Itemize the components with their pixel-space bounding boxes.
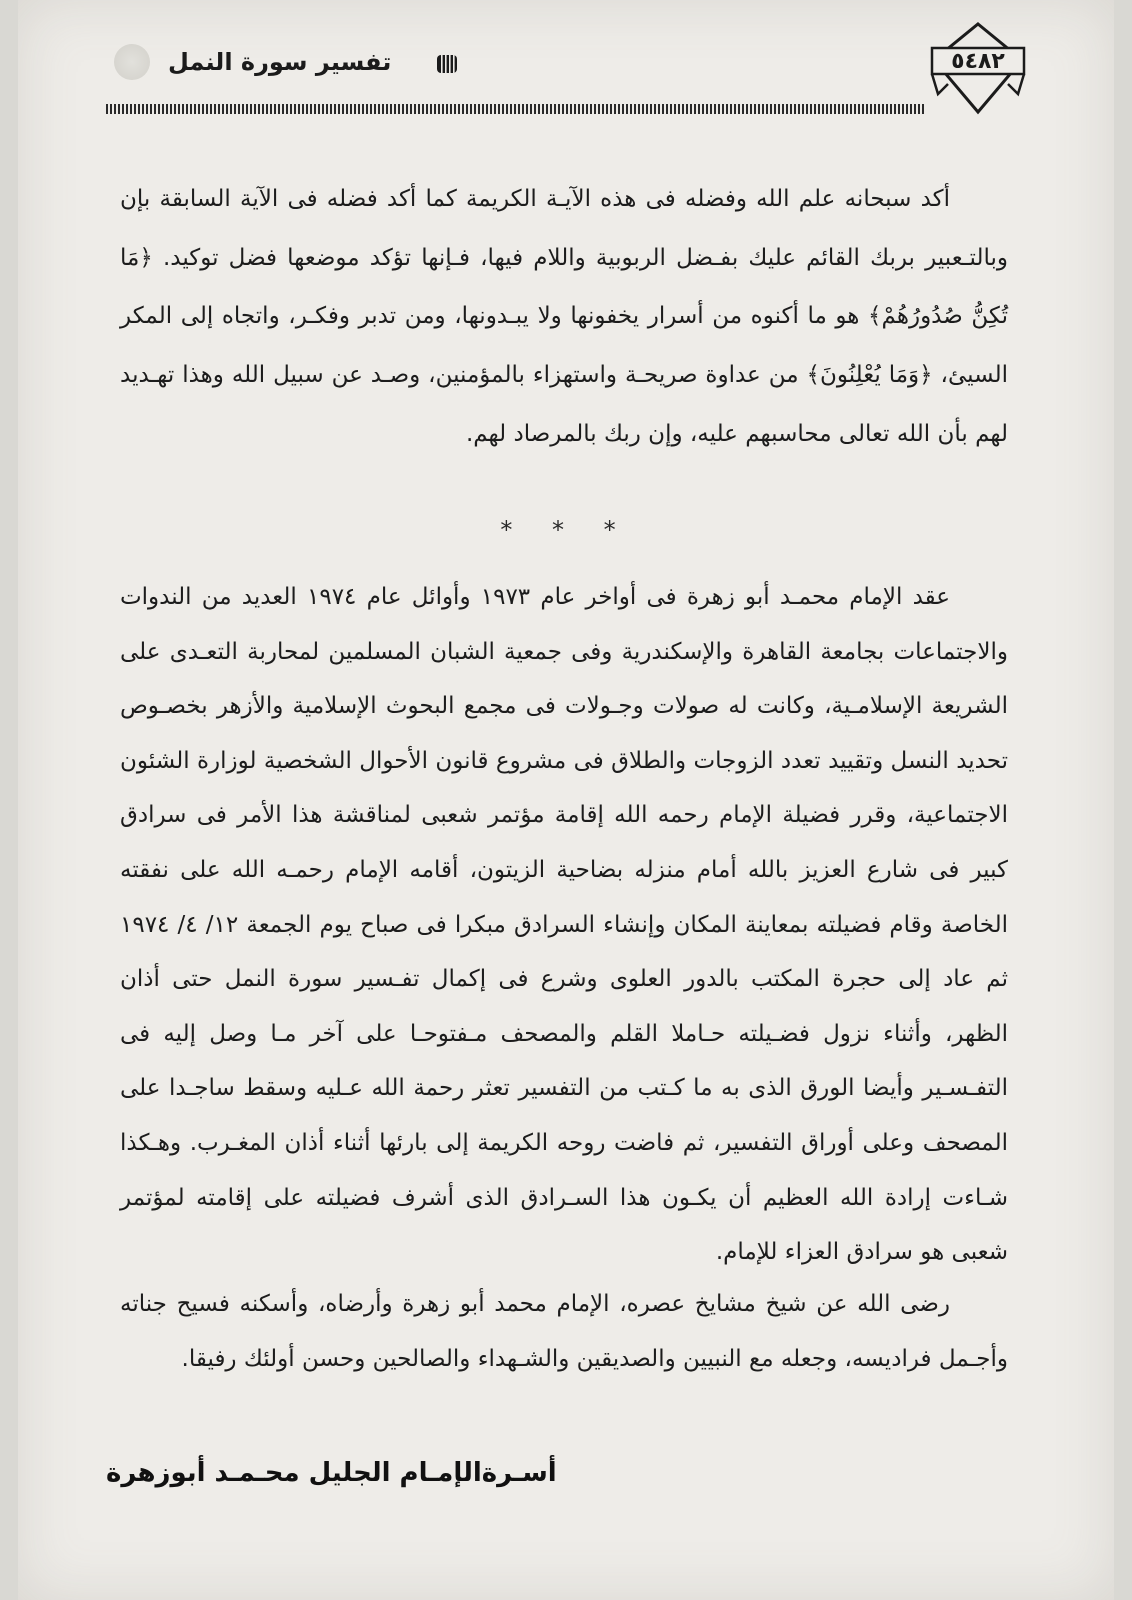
- paragraph-1: [120, 170, 1008, 464]
- section-separator: * * *: [500, 516, 632, 544]
- paragraph-1-text: أكد سبحانه علم الله وفضله فى هذه الآيـة الكريمة كما أكد فضله فى الآية السابقة بإن وبالتـعبير بربك القائم عليك بفـضل الربوبية واللام فيها، فـإنها تؤكد موضعها فضل توكيد. ﴿مَا تُكِنُّ صُدُورُهُمْ﴾ هو ما أكنوه من أسرار يخفونها ولا يبـدونها، ومن تدبر وفكـر، واتجاه إلى المكر السيئ، ﴿وَمَا يُعْلِنُونَ﴾ من عداوة صريحـة واستهزاء بالمؤمنين، وصـد عن سبيل الله وهذا تهـديد لهم بأن الله تعالى محاسبهم عليه، وإن ربك بالمرصاد لهم.: [120, 186, 1008, 447]
- paragraph-2: [120, 570, 1008, 1280]
- page-number: ٥٤٨٢: [951, 49, 1005, 74]
- family-signature: أسـرةالإمـام الجليل محـمـد أبوزهرة: [106, 1458, 557, 1488]
- book-page: [18, 0, 1114, 1600]
- ornament-icon: [436, 52, 458, 76]
- header-circle-mark: [114, 44, 150, 80]
- paragraph-2-text: عقد الإمام محمـد أبو زهرة فى أواخر عام ١٩٧٣ وأوائل عام ١٩٧٤ العديد من الندوات والاجتماعات بجامعة القاهرة والإسكندرية وفى جمعية الشبان المسلمين لمحاربة التعـدى على الشريعة الإسلامـية، وكانت له صولات وجـولات فى مجمع البحوث الإسلامية والأزهر بخصـوص تحديد النسل وتقييد تعدد الزوجات والطلاق فى مشروع قانون الأحوال الشخصية لوزارة الشئون الاجتماعية، وقرر فضيلة الإمام رحمه الله إقامة مؤتمر شعبى لمناقشة هذا الأمر فى سرادق كبير فى شارع العزيز بالله أمام منزله بضاحية الزيتون، أقامه الإمام رحمـه الله على نفقته الخاصة وقام فضيلته بمعاينة المكان وإنشاء السرادق مبكرا فى صباح يوم الجمعة ١٢/ ٤/ ١٩٧٤ ثم عاد إلى حجرة المكتب بالدور العلوى وشرع فى إكمال تفـسير سورة النمل حتى أذان الظهر، وأثناء نزول فضـيلته حـاملا القلم والمصحف مـفتوحـا على آخر مـا وصل إليه فى التفـسـير وأيضا الورق الذى به ما كـتب من التفسير تعثر رحمة الله عـليه وسقط ساجـدا على المصحف وعلى أوراق التفسير، ثم فاضت روحه الكريمة إلى بارئها أثناء أذان المغـرب. وهـكذا شـاءت إرادة الله العظيم أن يكـون هذا السـرادق الذى أشرف فضيلته على إقامته لمؤتمر شعبى هو سرادق العزاء للإمام.: [120, 584, 1009, 1266]
- paragraph-3-text: رضى الله عن شيخ مشايخ عصره، الإمام محمد أبو زهرة وأرضاه، وأسكنه فسيح جناته وأجـمل فراديسه، وجعله مع النبيين والصديقين والشـهداء والصالحين وحسن أولئك رفيقا.: [120, 1291, 1008, 1372]
- header-rule: [106, 104, 924, 114]
- paragraph-3: [120, 1277, 1008, 1387]
- chapter-title: تفسير سورة النمل: [168, 48, 392, 76]
